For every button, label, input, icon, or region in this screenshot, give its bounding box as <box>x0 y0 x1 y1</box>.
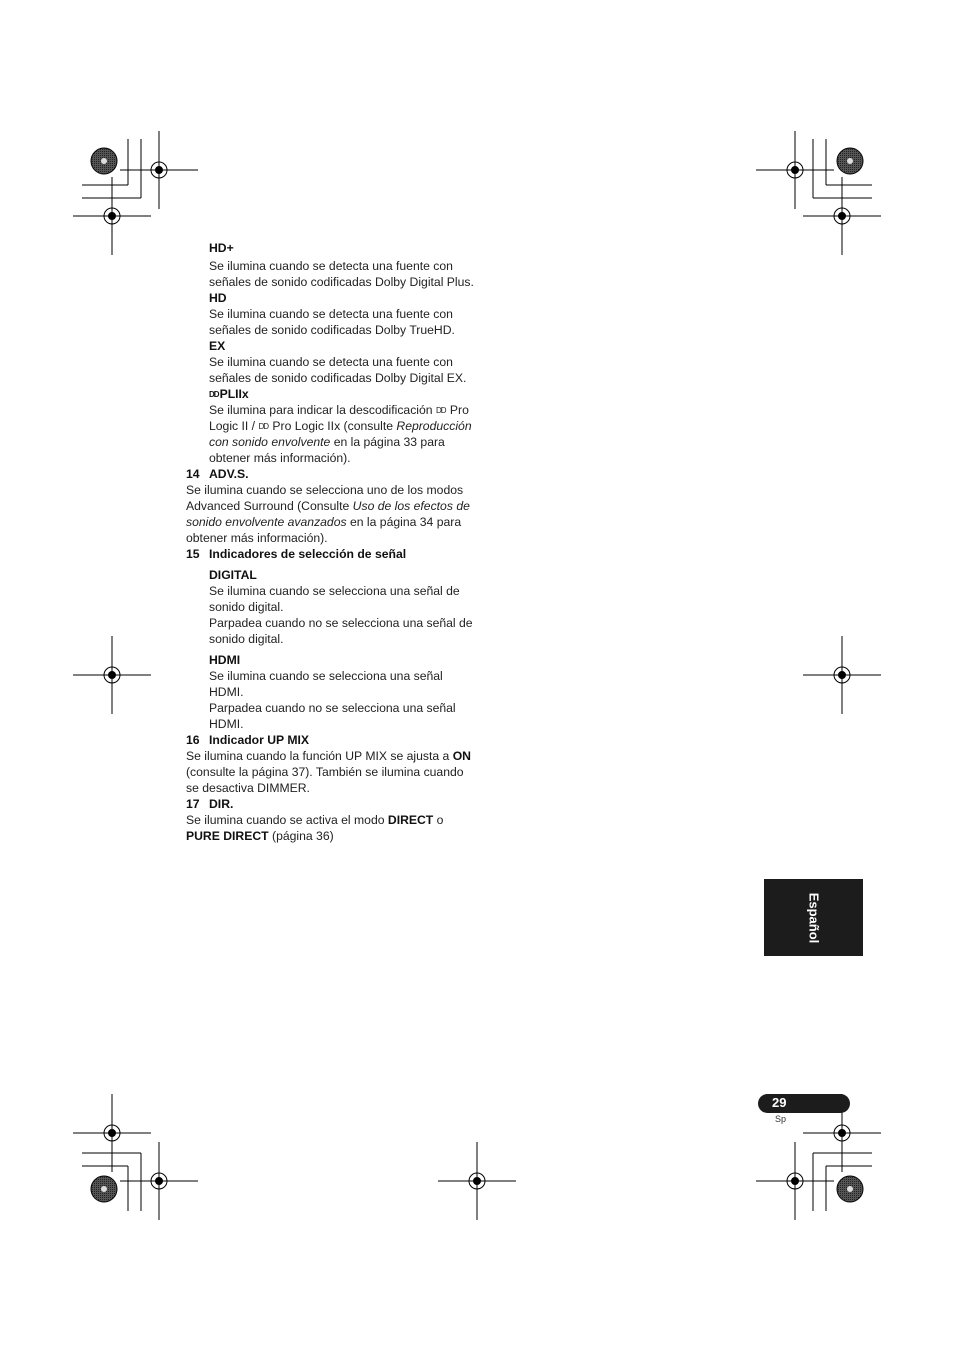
page-number: 29 <box>772 1095 787 1110</box>
heading-17: 17 DIR. <box>186 797 234 811</box>
reg-star-bottom-left <box>91 1176 117 1202</box>
language-tab-label: Español <box>806 892 821 943</box>
text-17: Se ilumina cuando se activa el modo DIRECT o PURE DIRECT (página 36) <box>186 813 444 843</box>
text-hdplus: Se ilumina cuando se detecta una fuente con señales de sonido codificadas Dolby Digital Plus. <box>209 259 474 289</box>
reg-cross-top-right-b <box>803 177 881 255</box>
heading-15: 15 Indicadores de selección de señal <box>186 547 407 561</box>
reg-cross-middle-right <box>803 636 881 714</box>
section-hdmi <box>186 652 476 732</box>
page-language-code: Sp <box>775 1114 787 1124</box>
heading-hd: HD <box>209 291 227 305</box>
text-ex: Se ilumina cuando se detecta una fuente con señales de sonido codificadas Dolby Digital EX. <box>209 355 467 385</box>
main-content <box>186 240 476 844</box>
text-digital-1: Se ilumina cuando se selecciona una señal de sonido digital. <box>209 584 460 614</box>
dolby-double-d-icon: DD <box>209 390 219 399</box>
language-tab <box>764 879 863 956</box>
reg-cross-bottom-left-b <box>120 1142 198 1220</box>
section-ex <box>186 338 476 386</box>
section-digital <box>186 567 476 647</box>
heading-digital: DIGITAL <box>209 568 257 582</box>
page-number-badge <box>758 1094 850 1113</box>
reg-cross-top-left-a <box>120 131 198 209</box>
heading-14: 14 ADV.S. <box>186 467 249 481</box>
reg-cross-top-right-a <box>756 131 834 209</box>
reg-star-top-right <box>837 148 863 174</box>
reg-star-bottom-right <box>837 1176 863 1202</box>
heading-hdplus: HD+ <box>209 241 234 255</box>
dolby-double-d-icon: DD <box>435 406 446 415</box>
heading-hdmi: HDMI <box>209 653 241 667</box>
heading-pliix: DDPLIIx <box>209 387 249 401</box>
reg-cross-top-left-b <box>73 177 151 255</box>
reg-cross-bottom-center <box>438 1142 516 1220</box>
text-14: Se ilumina cuando se selecciona uno de los modos Advanced Surround (Consulte Uso de los efectos de sonido envolvente avanzados en la página 34 para obtener más información). <box>186 483 470 545</box>
dolby-double-d-icon: DD <box>258 422 269 431</box>
text-hdmi-2: Parpadea cuando no se selecciona una señal HDMI. <box>209 701 456 731</box>
reg-star-top-left <box>91 148 117 174</box>
heading-16: 16 Indicador UP MIX <box>186 733 309 747</box>
reg-cross-bottom-right-b <box>756 1142 834 1220</box>
reg-cross-bottom-left-a <box>73 1094 151 1172</box>
section-hd <box>186 290 476 338</box>
text-16: Se ilumina cuando la función UP MIX se ajusta a ON (consulte la página 37). También se ilumina cuando se desactiva DIMMER. <box>186 749 471 795</box>
section-hdplus <box>186 240 476 290</box>
section-pliix <box>186 386 476 466</box>
text-digital-2: Parpadea cuando no se selecciona una señal de sonido digital. <box>209 616 473 646</box>
heading-ex: EX <box>209 339 226 353</box>
text-pliix: Se ilumina para indicar la descodificación DD Pro Logic II / DD Pro Logic IIx (consulte Reproducción con sonido envolvente en la página 33 para obtener más información). <box>209 403 472 465</box>
text-hdmi-1: Se ilumina cuando se selecciona una señal HDMI. <box>209 669 443 699</box>
reg-cross-middle-left <box>73 636 151 714</box>
text-hd: Se ilumina cuando se detecta una fuente con señales de sonido codificadas Dolby TrueHD. <box>209 307 455 337</box>
